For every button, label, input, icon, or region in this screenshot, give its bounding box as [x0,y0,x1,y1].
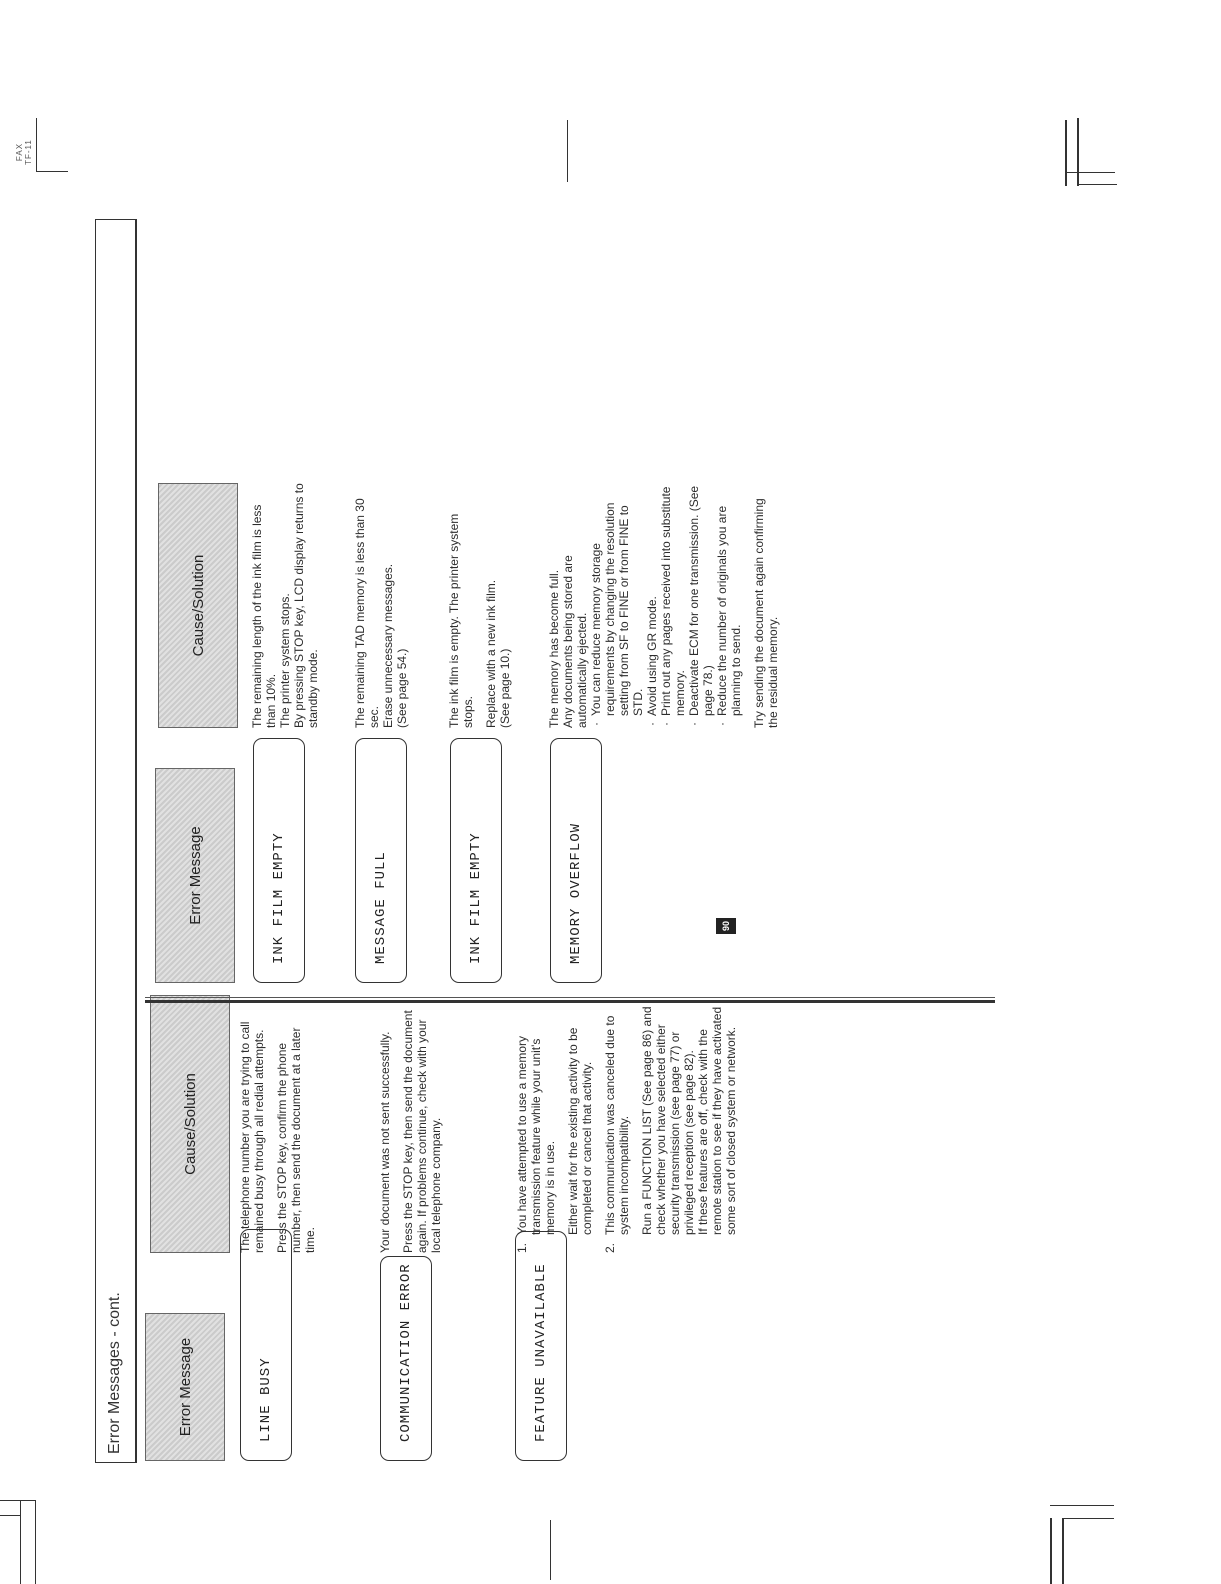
memory-overflow-bullet: · Avoid using GR mode. [645,483,659,728]
ink-film-empty-1-line-1: The remaining length of the ink film is less than 10%. [250,504,278,728]
cause-line-busy [238,1003,326,1253]
crop-mark [35,1500,36,1584]
memory-overflow-intro-1: The memory has become full. [547,569,561,728]
message-full-line-1: The remaining TAD memory is less than 30 sec. [353,498,381,728]
memory-overflow-outro: Try sending the document again confirming the residual memory. [752,498,780,728]
header-cause-solution-right: Cause/Solution [158,483,238,728]
header-error-message-left: Error Message [145,1313,225,1461]
message-communication-error: COMMUNICATION ERROR [380,1256,432,1461]
crop-mark [20,1500,21,1584]
crop-mark [1050,1505,1114,1506]
crop-mark [1065,120,1067,186]
message-line-busy: LINE BUSY [240,1229,292,1461]
cause-communication-error-2: Press the STOP key, then send the document again. If problems continue, check with your local telephone company. [401,1010,443,1253]
column-divider [145,1000,995,1003]
cause-line-busy-2: Press the STOP key, confirm the phone number, then send the document at a later time. [275,1027,317,1253]
memory-overflow-bullets [589,483,743,728]
message-full-line-2: Erase unnecessary messages. [381,563,395,728]
crop-mark [1062,1518,1114,1519]
error-messages-page [95,215,1000,1463]
memory-overflow-bullet: · Reduce the number of originals you are planning to send. [715,483,743,728]
cause-memory-overflow [547,483,780,728]
cause-communication-error [378,1003,452,1253]
feature-unavailable-item-1: 1. You have attempted to use a memory transmission feature while your unit's memory is in use. [515,1035,557,1253]
crop-mark [1062,1518,1064,1584]
fax-margin-label: FAX TF-11 [15,139,33,165]
message-full-line-3: (See page 54.) [395,648,409,728]
cause-communication-error-1: Your document was not sent successfully. [378,1031,392,1253]
crop-mark [0,1500,36,1501]
ink-film-empty-2-line-1: The ink film is empty. The printer system stops. [447,513,475,728]
feature-unavailable-item-2-note-2: If these features are off, check with the remote station to see if they have activated some sort of closed system or network. [696,1006,738,1235]
section-title: Error Messages - cont. [95,219,137,1463]
crop-mark [550,1520,551,1580]
ink-film-empty-1-line-3: By pressing STOP key, LCD display returns to standby mode. [292,483,320,728]
ink-film-empty-2-line-3: (See page 10.) [498,648,512,728]
crop-mark [1050,1518,1052,1584]
memory-overflow-bullet: · You can reduce memory storage requirements by changing the resolution setting from SF to FINE or from FINE to STD. [589,483,645,728]
cause-ink-film-empty-2 [447,483,512,728]
header-cause-solution-left: Cause/Solution [150,995,230,1253]
crop-mark [0,1515,20,1516]
memory-overflow-intro-2: Any documents being stored are automatically ejected. [561,555,589,728]
feature-unavailable-item-2: 2. This communication was canceled due to system incompatibility. [603,1015,631,1253]
crop-mark [1077,118,1079,186]
ink-film-empty-2-line-2: Replace with a new ink film. [484,579,498,728]
ink-film-empty-1-line-2: The printer system stops. [278,593,292,728]
page-number-badge: 90 [716,918,736,934]
cause-line-busy-1: The telephone number you are trying to call remained busy through all redial attempts. [238,1021,266,1253]
cause-feature-unavailable [515,1003,747,1253]
cause-message-full [353,483,409,728]
memory-overflow-bullet: · Deactivate ECM for one transmission. (See page 78.) [687,483,715,728]
header-error-message-right: Error Message [155,768,235,983]
feature-unavailable-item-2-note-1: Run a FUNCTION LIST (See page 86) and check whether you have selected either security transmission (see page 77) or privileged reception (see page 82). [640,1006,696,1235]
message-ink-film-empty-1: INK FILM EMPTY [253,738,305,983]
message-feature-unavailable: FEATURE UNAVAILABLE [515,1231,567,1461]
feature-unavailable-item-1-note: Either wait for the existing activity to be completed or cancel that activity. [566,1027,594,1235]
message-ink-film-empty-2: INK FILM EMPTY [450,738,502,983]
crop-mark [1077,184,1117,185]
message-message-full: MESSAGE FULL [355,738,407,983]
crop-mark [1067,172,1115,173]
message-memory-overflow: MEMORY OVERFLOW [550,738,602,983]
cause-ink-film-empty-1 [250,483,320,728]
memory-overflow-bullet: · Print out any pages received into substitute memory. [659,483,687,728]
crop-mark [567,120,568,182]
